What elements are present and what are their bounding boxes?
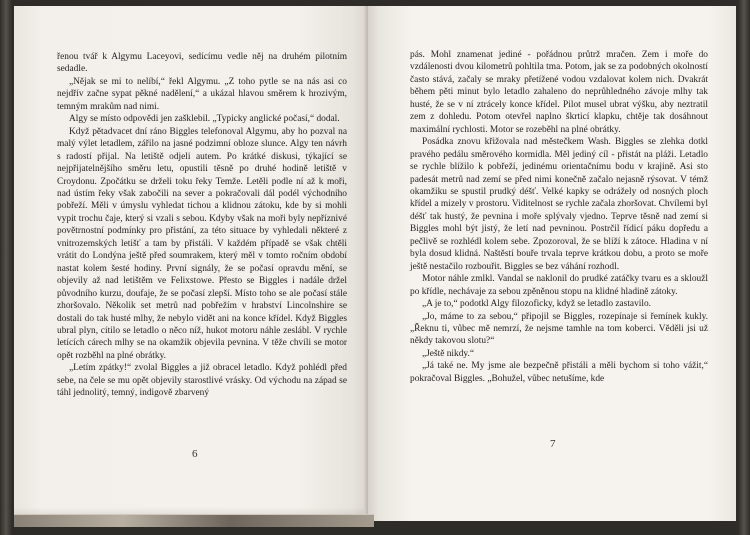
left-page: [14, 6, 368, 521]
left-page-text: [57, 51, 347, 400]
paragraph: Motor náhle zmlkl. Vandal se naklonil do prudké zatáčky tvaru es a skloužl po křídle, nechávaje za sebou zpěněnou stopu na klidné hladině zátoky.: [410, 274, 708, 297]
right-page-text: [410, 49, 708, 385]
paragraph: „Nějak se mi to nelíbí,“ řekl Algymu. „Z toho pytle se na nás asi co nejdřív začne sypat pěkné nadělení,“ a ukázal hlavou směrem k hrozivým, temným mrakům nad nimi.: [57, 76, 347, 112]
paragraph: pás. Mohl znamenat jediné - pořádnou průtrž mračen. Zem i moře do vzdálenosti dvou kilometrů pohltila tma. Potom, jak se za podobných okolností často stává, začaly se mraky přetížené vodou vzdalovat kolem nich. Dvakrát během pěti minut bylo letadlo zahaleno do neprůhledného závoje mlhy tak husté, že se v ní ztrácely konce křídel. Pilot musel ubrat výšku, aby neztratil zem z dohledu. Potom otevřel naplno škrticí klapku, chtěje tak dosáhnout maximální rychlosti. Motor se rozeběhl na plné obrátky.: [410, 50, 708, 135]
page-number: 6: [192, 448, 198, 460]
paragraph: „Já také ne. My jsme ale bezpečně přistáli a měli bychom si toho vážit,“ pokračoval Biggles. „Bohužel, vůbec netušíme, kde: [410, 361, 708, 384]
paragraph: Posádka znovu křižovala nad městečkem Wash. Biggles se zlehka dotkl pravého pedálu směrového kormidla. Měl jediný cíl - přistát na pláži. Letadlo se rychle blížilo k pobřeží, jedinému orientačnímu bodu v krajině. Asi sto padesát metrů nad zemí se před nimi konečně začalo nejasně rýsovat. V témž okamžiku se spustil prudký déšť. Velké kapky se odrážely od nosných ploch křídel a mizely v prostoru. Viditelnost se rychle začala zhoršovat. Chvílemi byl déšť tak hustý, že pevnina i moře splývaly vjedno. Teprve těsně nad zemí si Biggles mohl být jistý, že letí nad pevninou. Postrčil řídicí páku dopředu a pečlivě se rozhlédl kolem sebe. Zpozoroval, že se blíží k zátoce. Hladina v ní byla dosud klidná. Naštěstí bouře trvala teprve krátkou dobu, a proto se moře ještě nestačilo rozbouřit. Biggles se bez váhání rozhodl.: [410, 137, 708, 272]
paragraph: řenou tvář k Algymu Laceyovi, sedícímu vedle něj na druhém pilotním sedadle.: [57, 52, 347, 75]
paragraph: „Ještě nikdy.“: [422, 348, 474, 359]
page-number: 7: [550, 438, 556, 450]
paragraph: „Letím zpátky!“ zvolal Biggles a již obracel letadlo. Když pohlédl před sebe, na čele se mu opět objevily starostlivé vrásky. Od východu na západ se táhl jednolitý, temný, indigově zbarvený: [57, 363, 347, 399]
paragraph: „Jo, máme to za sebou,“ připojil se Biggles, rozepínaje si řemínek kukly. „Řeknu ti, vůbec mě nemrzí, že nejsme tamhle na tom koberci. Věděli jsi už někdy takovou slotu?“: [410, 311, 708, 347]
book-cover-edge: [14, 514, 374, 527]
paragraph: „A je to,“ podotkl Algy filozoficky, když se letadlo zastavilo.: [422, 299, 652, 310]
paragraph: Algy se místo odpovědi jen zašklebil. „Typicky anglické počasí,“ dodal.: [69, 114, 340, 125]
paragraph: Když pětadvacet dní ráno Biggles telefonoval Algymu, aby ho pozval na malý výlet letadlem, zářilo na jasné podzimní obloze slunce. Algy ten návrh s radostí přijal. Na letiště odjeli autem. Po krátké diskusi, týkající se nejpřijatelnějšího směru letu, opustili těsně po druhé hodině letiště v Croydonu. Zpočátku se drželi toku řeky Temže. Letěli podle ní až k moři, nad ústím řeky však zabočili na sever a pokračovali dál podél východního pobřeží. Měli v úmyslu vyhledat tichou a klidnou zátoku, kde by si mohli vypit trochu čaje, který si vzali s sebou. Kdyby však na moři byly nepříznivé povětrnostní podmínky pro přistání, za této situace by vyhledali některé z vnitrozemských letišť a tam by přistáli. V každém případě se však chtěli vrátit do Londýna ještě před soumrakem, který měl v tomto ročním období nastat kolem šesté hodiny. První signály, že se počasí opravdu mění, se objevily až nad letištěm ve Felixstowe. Přesto se Biggles i nadále držel původního kurzu, doufaje, že se počasí zlepší. Místo toho se ale počasí stále zhoršovalo. Několik set metrů nad pobřežím v hrabství Lincolnshire se dostali do tak husté mlhy, že nebylo vidět ani na konce křídel. Když Biggles ubral plyn, cítilo se letadlo o něco níž, hukot motoru náhle zeslábl. V rychle letících cárech mlhy se na okamžik objevila pevnina. V těže chvíli se motor opět rozběhl na plné obrátky.: [57, 126, 347, 361]
right-page: [368, 6, 736, 521]
